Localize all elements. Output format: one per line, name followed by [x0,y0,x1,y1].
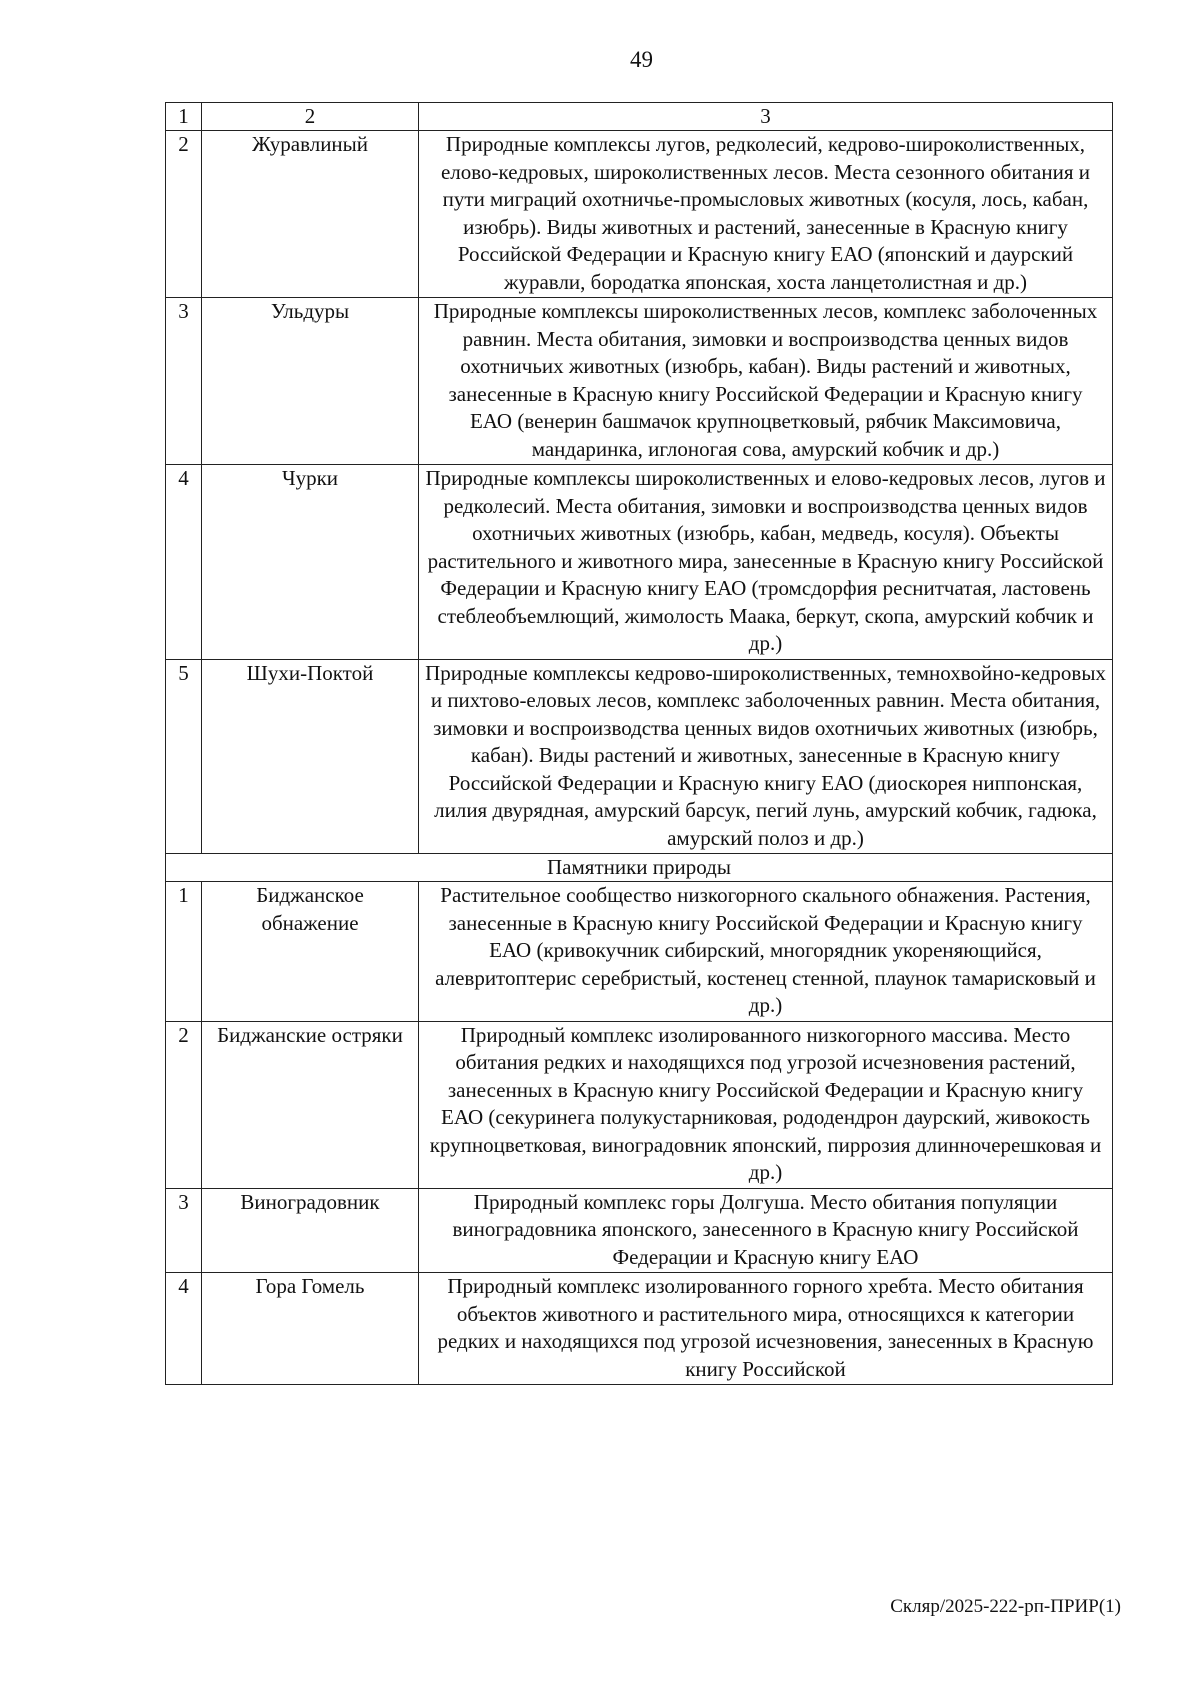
section-heading-row [166,854,1113,882]
row-number: 2 [166,1021,202,1188]
document-code: Скляр/2025-222-рп-ПРИР(1) [890,1596,1121,1617]
table-row [166,465,1113,660]
table-row [166,1188,1113,1273]
reserves-table [165,102,1113,1385]
row-description: Растительное сообщество низкогорного скального обнажения. Растения, занесенные в Красную книгу Российской Федерации и Красную книгу ЕАО (кривокучник сибирский, многорядник укореняющийся, алевритоптерис серебристый, костенец стенной, плаунок тамарисковый и др.) [419,882,1113,1022]
header-col-1: 1 [166,103,202,131]
row-name: Биджанское обнажение [202,882,419,1022]
row-name: Биджанские остряки [202,1021,419,1188]
row-name: Гора Гомель [202,1273,419,1385]
table-row [166,882,1113,1022]
section-heading: Памятники природы [166,854,1113,882]
row-number: 4 [166,465,202,660]
row-description: Природные комплексы лугов, редколесий, кедрово-широколиственных, елово-кедровых, широколиственных лесов. Места сезонного обитания и пути миграций охотничье-промысловых животных (косуля, лось, кабан, изюбрь). Виды животных и растений, занесенные в Красную книгу Российской Федерации и Красную книгу ЕАО (японский и даурский журавли, бородатка японская, хоста ланцетолистная и др.) [419,131,1113,298]
header-col-2: 2 [202,103,419,131]
row-number: 3 [166,1188,202,1273]
row-description: Природные комплексы широколиственных лесов, комплекс заболоченных равнин. Места обитания, зимовки и воспроизводства ценных видов охотничьих животных (изюбрь, кабан). Виды растений и животных, занесенные в Красную книгу Российской Федерации и Красную книгу ЕАО (венерин башмачок крупноцветковый, рябчик Максимовича, мандаринка, иглоногая сова, амурский кобчик и др.) [419,298,1113,465]
table-header-row [166,103,1113,131]
row-description: Природные комплексы широколиственных и елово-кедровых лесов, лугов и редколесий. Места обитания, зимовки и воспроизводства ценных видов охотничьих животных (изюбрь, кабан, медведь, косуля). Объекты растительного и животного мира, занесенные в Красную книгу Российской Федерации и Красную книгу ЕАО (тромсдорфия реснитчатая, ластовень стеблеобъемлющий, жимолость Маака, беркут, скопа, амурский кобчик и др.) [419,465,1113,660]
page-number: 49 [630,47,653,72]
row-number: 5 [166,659,202,854]
row-number: 4 [166,1273,202,1385]
row-number: 3 [166,298,202,465]
row-description: Природные комплексы кедрово-широколиственных, темнохвойно-кедровых и пихтово-еловых лесов, комплекс заболоченных равнин. Места обитания, зимовки и воспроизводства ценных видов охотничьих животных (изюбрь, кабан). Виды растений и животных, занесенные в Красную книгу Российской Федерации и Красную книгу ЕАО (диоскорея ниппонская, лилия двурядная, амурский барсук, пегий лунь, амурский кобчик, гадюка, амурский полоз и др.) [419,659,1113,854]
table-row [166,659,1113,854]
row-number: 1 [166,882,202,1022]
header-col-3: 3 [419,103,1113,131]
table-row [166,1021,1113,1188]
row-name: Виноградовник [202,1188,419,1273]
row-name: Ульдуры [202,298,419,465]
table-row [166,131,1113,298]
table-row [166,298,1113,465]
row-description: Природный комплекс изолированного низкогорного массива. Место обитания редких и находящихся под угрозой исчезновения растений, занесенных в Красную книгу Российской Федерации и Красную книгу ЕАО (секуринега полукустарниковая, рододендрон даурский, живокость крупноцветковая, виноградовник японский, пиррозия длинночерешковая и др.) [419,1021,1113,1188]
row-name: Журавлиный [202,131,419,298]
row-number: 2 [166,131,202,298]
row-name: Чурки [202,465,419,660]
row-name: Шухи-Поктой [202,659,419,854]
table-row [166,1273,1113,1385]
row-description: Природный комплекс изолированного горного хребта. Место обитания объектов животного и растительного мира, относящихся к категории редких и находящихся под угрозой исчезновения, занесенных в Красную книгу Российской [419,1273,1113,1385]
row-description: Природный комплекс горы Долгуша. Место обитания популяции виноградовника японского, занесенного в Красную книгу Российской Федерации и Красную книгу ЕАО [419,1188,1113,1273]
